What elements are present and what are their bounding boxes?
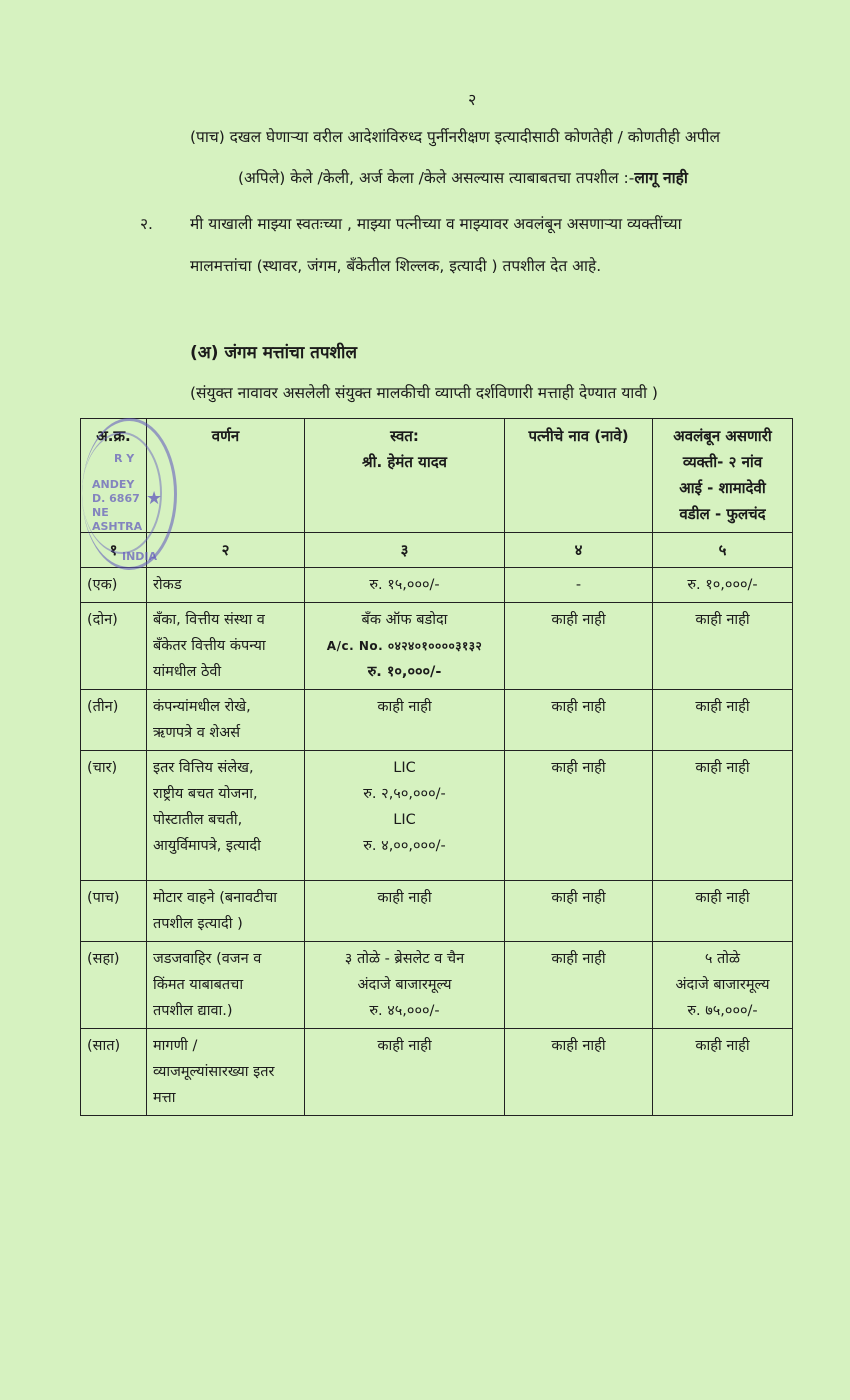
self-line: रु. ४,००,०००/-: [363, 838, 446, 854]
table-row: [81, 751, 793, 881]
spouse-line: काही नाही: [551, 1038, 606, 1054]
row-serial: (सहा): [81, 942, 147, 1029]
row-serial: (दोन): [81, 603, 147, 690]
row-self: [305, 603, 505, 690]
row-description: [147, 751, 305, 881]
desc-line: कंपन्यांमधील रोखे,: [153, 699, 251, 715]
dependents-line: काही नाही: [695, 1038, 750, 1054]
desc-line: बँका, वित्तीय संस्था व: [153, 612, 265, 628]
desc-line: तपशील द्यावा.): [153, 1003, 233, 1019]
dependents-line: काही नाही: [695, 760, 750, 776]
desc-line: तपशील इत्यादी ): [153, 916, 243, 932]
self-line: ३ तोळे - ब्रेसलेट व चैन: [344, 951, 465, 967]
table-row: [81, 942, 793, 1029]
self-line: अंदाजे बाजारमूल्य: [357, 977, 452, 993]
page-number: २: [468, 90, 477, 109]
column-number-row: [81, 533, 793, 568]
row-self: [305, 690, 505, 751]
column-number: २: [147, 533, 305, 568]
header-serial: अ.क्र.: [81, 419, 147, 533]
stamp-text-line: D. 6867: [92, 492, 140, 505]
row-self: [305, 751, 505, 881]
para-five-line1: (पाच) दखल घेणाऱ्या वरील आदेशांविरुध्द पुर्नीनरीक्षण इत्यादीसाठी कोणतेही / कोणतीही अपील: [190, 128, 721, 146]
row-dependents: [653, 690, 793, 751]
dependents-line: काही नाही: [695, 612, 750, 628]
stamp-text-line: NE: [92, 506, 109, 519]
header-dependent-mother: आई - शामादेवी: [679, 479, 766, 497]
self-line: LIC: [393, 812, 416, 828]
desc-line: इतर वित्तिय संलेख,: [153, 760, 254, 776]
column-number: ५: [653, 533, 793, 568]
spouse-line: -: [575, 577, 582, 593]
spouse-line: काही नाही: [551, 699, 606, 715]
self-line: रु. १५,०००/-: [369, 577, 440, 593]
header-dependents: [653, 419, 793, 533]
para-five-line2: [238, 166, 688, 188]
row-self: [305, 1029, 505, 1116]
self-line: रु. ४५,०००/-: [369, 1003, 440, 1019]
row-self: [305, 881, 505, 942]
row-serial: (तीन): [81, 690, 147, 751]
dependents-line: ५ तोळे: [704, 951, 741, 967]
row-description: [147, 881, 305, 942]
spouse-line: काही नाही: [551, 612, 606, 628]
desc-line: आयुर्विमापत्रे, इत्यादी: [153, 838, 261, 854]
dependents-line: काही नाही: [695, 699, 750, 715]
desc-line: व्याजमूल्यांसारख्या इतर: [153, 1064, 275, 1080]
dependents-line: रु. १०,०००/-: [687, 577, 758, 593]
row-serial: (पाच): [81, 881, 147, 942]
section-heading: (अ) जंगम मत्तांचा तपशील: [190, 343, 357, 363]
header-dependents-count: व्यक्ती- २ नांव: [682, 453, 763, 471]
row-dependents: [653, 751, 793, 881]
row-spouse: [505, 568, 653, 603]
self-line: काही नाही: [377, 1038, 432, 1054]
row-dependents: [653, 1029, 793, 1116]
star-icon: ★: [146, 488, 163, 509]
header-description: वर्णन: [147, 419, 305, 533]
not-applicable-text: लागू नाही: [634, 169, 688, 187]
desc-line: ऋणपत्रे व शेअर्स: [153, 725, 241, 741]
desc-line: पोस्टातील बचती,: [153, 812, 243, 828]
movable-assets-table: [80, 418, 793, 1116]
desc-line: बँकेतर वित्तीय कंपन्या: [153, 638, 266, 654]
self-line: LIC: [393, 760, 416, 776]
row-dependents: [653, 568, 793, 603]
para-five-line2-text: (अपिले) केले /केली, अर्ज केला /केले असल्यास त्याबाबतचा तपशील :-: [238, 169, 635, 187]
para-two-line1: मी याखाली माझ्या स्वतःच्या , माझ्या पत्नीच्या व माझ्यावर अवलंबून असणाऱ्या व्यक्तींच्या: [190, 215, 682, 233]
stamp-text-line: ANDEY: [92, 478, 135, 491]
row-dependents: [653, 603, 793, 690]
desc-line: रोकड: [153, 577, 182, 593]
row-spouse: [505, 751, 653, 881]
stamp-top-text: R Y: [114, 452, 135, 465]
spouse-line: काही नाही: [551, 890, 606, 906]
column-number: ३: [305, 533, 505, 568]
header-self-label: स्वत:: [390, 427, 419, 445]
row-description: [147, 942, 305, 1029]
desc-line: मागणी /: [153, 1038, 198, 1054]
header-row: [81, 419, 793, 533]
row-serial: (सात): [81, 1029, 147, 1116]
para-two-line2: मालमत्तांचा (स्थावर, जंगम, बँकेतील शिल्लक, इत्यादी ) तपशील देत आहे.: [190, 257, 602, 275]
row-spouse: [505, 690, 653, 751]
dependents-line: काही नाही: [695, 890, 750, 906]
dependents-line: रु. ७५,०००/-: [687, 1003, 758, 1019]
para-two-number: २.: [140, 215, 153, 233]
table-row: [81, 1029, 793, 1116]
row-spouse: [505, 1029, 653, 1116]
row-description: [147, 1029, 305, 1116]
row-description: [147, 690, 305, 751]
self-line: बँक ऑफ बडोदा: [361, 612, 448, 628]
spouse-line: काही नाही: [551, 951, 606, 967]
row-serial: (चार): [81, 751, 147, 881]
table-row: [81, 603, 793, 690]
bank-account-number: A/c. No. ०४२४०१००००३१३२: [326, 639, 483, 653]
self-line: काही नाही: [377, 890, 432, 906]
dependents-line: अंदाजे बाजारमूल्य: [675, 977, 770, 993]
stamp-bottom-text: INDIA: [122, 550, 158, 563]
header-dependents-label: अवलंबून असणारी: [673, 427, 772, 445]
desc-line: मोटार वाहने (बनावटीचा: [153, 890, 278, 906]
row-spouse: [505, 881, 653, 942]
header-self: [305, 419, 505, 533]
self-line: काही नाही: [377, 699, 432, 715]
row-description: [147, 603, 305, 690]
desc-line: मत्ता: [153, 1090, 176, 1106]
table-row: [81, 690, 793, 751]
column-number: १: [81, 533, 147, 568]
self-line: रु. २,५०,०००/-: [363, 786, 446, 802]
row-dependents: [653, 942, 793, 1029]
desc-line: यांमधील ठेवी: [153, 664, 222, 680]
desc-line: किंमत याबाबतचा: [153, 977, 244, 993]
table-row: [81, 881, 793, 942]
row-spouse: [505, 603, 653, 690]
spouse-line: काही नाही: [551, 760, 606, 776]
bank-deposit-amount: रु. १०,०००/-: [367, 664, 442, 680]
row-self: [305, 568, 505, 603]
column-number: ४: [505, 533, 653, 568]
header-self-name: श्री. हेमंत यादव: [361, 453, 448, 471]
row-dependents: [653, 881, 793, 942]
row-serial: (एक): [81, 568, 147, 603]
row-description: [147, 568, 305, 603]
desc-line: राष्ट्रीय बचत योजना,: [153, 786, 258, 802]
row-self: [305, 942, 505, 1029]
table-row: [81, 568, 793, 603]
stamp-text-line: ASHTRA: [92, 520, 143, 533]
section-note: (संयुक्त नावावर असलेली संयुक्त मालकीची व्याप्ती दर्शविणारी मत्ताही देण्यात यावी ): [190, 384, 658, 402]
header-spouse: पत्नीचे नाव (नावे): [505, 419, 653, 533]
row-spouse: [505, 942, 653, 1029]
desc-line: जडजवाहिर (वजन व: [153, 951, 262, 967]
header-dependent-father: वडील - फुलचंद: [679, 505, 766, 523]
